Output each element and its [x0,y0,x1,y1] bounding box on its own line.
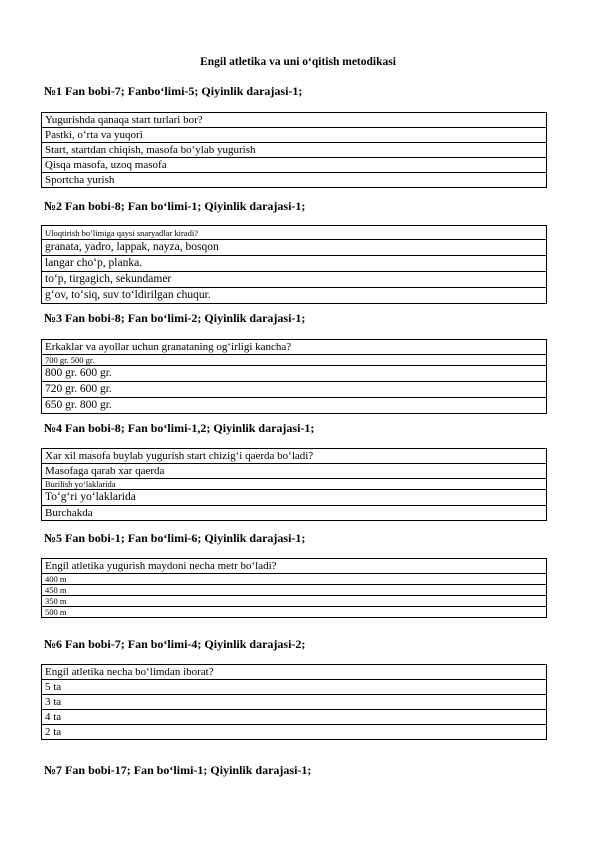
question-text: Uloqtirish bo‘limiga qaysi snaryadlar kiradi? [42,226,547,240]
question-heading: №1 Fan bobi-7; Fanbo‘limi-5; Qiyinlik darajasi-1; [44,84,303,98]
answer-option: To‘g‘ri yo‘laklarida [42,490,547,506]
question-table [41,558,547,618]
question-heading: №4 Fan bobi-8; Fan bo‘limi-1,2; Qiyinlik darajasi-1; [44,421,315,435]
question-heading: №3 Fan bobi-8; Fan bo‘limi-2; Qiyinlik darajasi-1; [44,311,306,325]
answer-option: Start, startdan chiqish, masofa bo‘ylab yugurish [42,143,547,158]
question-table [41,112,547,188]
answer-option: 700 gr. 500 gr. [42,355,547,366]
answer-option: 4 ta [42,710,547,725]
question-table [41,448,547,521]
question-text: Engil atletika yugurish maydoni necha metr bo‘ladi? [42,559,547,574]
answer-option: 450 m [42,585,547,596]
answer-option: Qisqa masofa, uzoq masofa [42,158,547,173]
answer-option: Sportcha yurish [42,173,547,188]
answer-option: langar cho‘p, planka. [42,256,547,272]
answer-option: Masofaga qarab xar qaerda [42,464,547,479]
question-heading: №6 Fan bobi-7; Fan bo‘limi-4; Qiyinlik darajasi-2; [44,637,306,651]
answer-option: granata, yadro, lappak, nayza, bosqon [42,240,547,256]
question-heading: №7 Fan bobi-17; Fan bo‘limi-1; Qiyinlik darajasi-1; [44,763,312,777]
answer-option: to‘p, tirgagich, sekundamer [42,272,547,288]
question-heading: №2 Fan bobi-8; Fan bo‘limi-1; Qiyinlik darajasi-1; [44,199,306,213]
question-text: Engil atletika necha bo‘limdan iborat? [42,665,547,680]
question-table [41,339,547,414]
answer-option: Pastki, o‘rta va yuqori [42,128,547,143]
answer-option: 2 ta [42,725,547,740]
page-title: Engil atletika va uni o‘qitish metodikasi [200,56,396,68]
question-table [41,225,547,304]
answer-option: 650 gr. 800 gr. [42,398,547,414]
answer-option: 5 ta [42,680,547,695]
answer-option: g‘ov, to‘siq, suv to‘ldirilgan chuqur. [42,288,547,304]
answer-option: 800 gr. 600 gr. [42,366,547,382]
answer-option: 720 gr. 600 gr. [42,382,547,398]
answer-option: 350 m [42,596,547,607]
answer-option: 400 m [42,574,547,585]
question-table [41,664,547,740]
question-text: Yugurishda qanaqa start turlari bor? [42,113,547,128]
answer-option: Burchakda [42,506,547,521]
question-heading: №5 Fan bobi-1; Fan bo‘limi-6; Qiyinlik darajasi-1; [44,531,306,545]
question-text: Erkaklar va ayollar uchun granataning og‘irligi kancha? [42,340,547,355]
question-text: Xar xil masofa buylab yugurish start chizig‘i qaerda bo‘ladi? [42,449,547,464]
answer-option: 3 ta [42,695,547,710]
answer-option: Burilish yo‘laklarida [42,479,547,490]
answer-option: 500 m [42,607,547,618]
